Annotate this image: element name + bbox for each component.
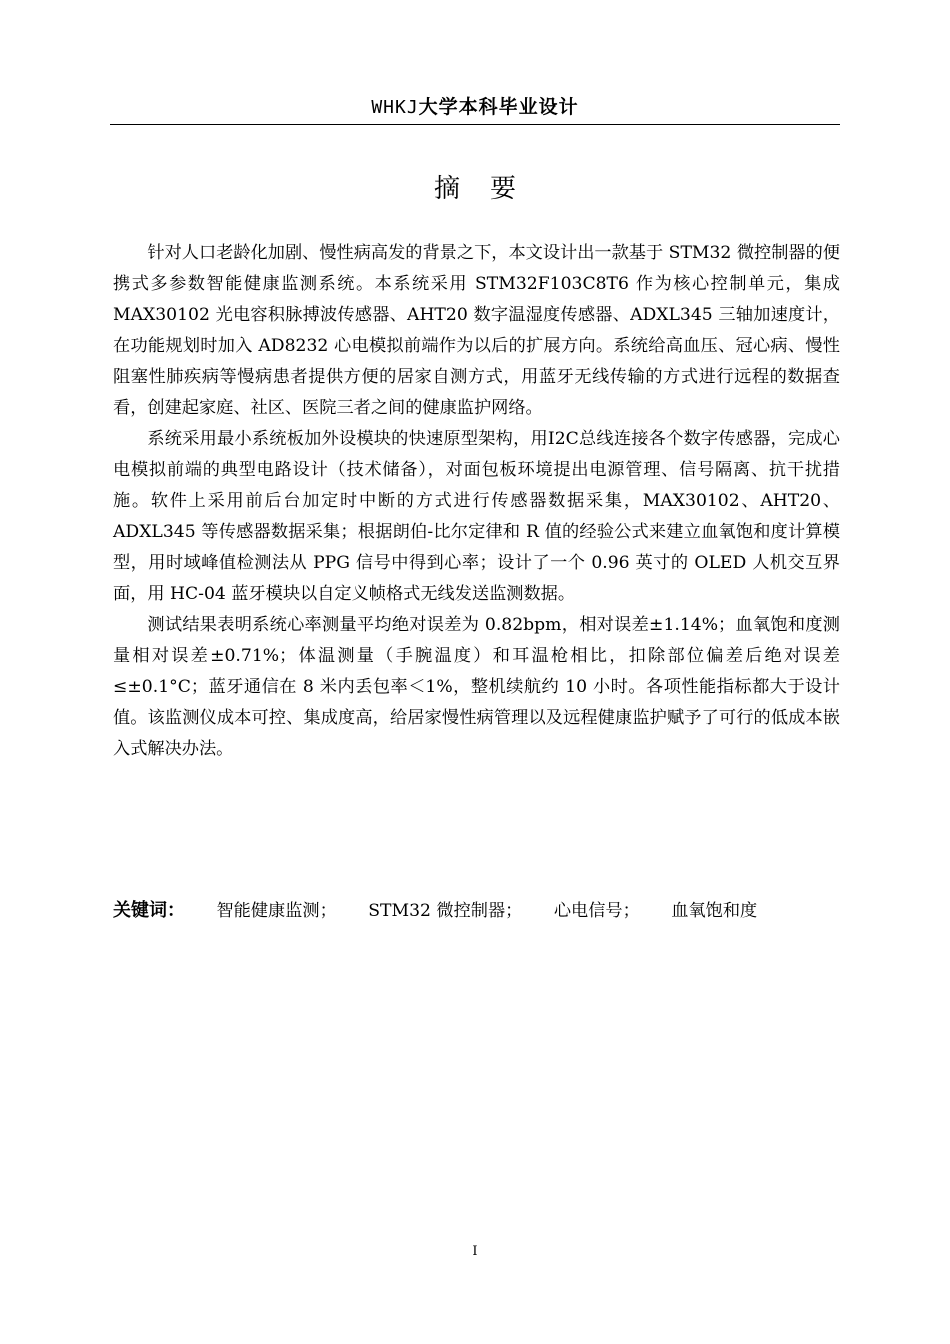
running-header <box>0 92 950 119</box>
header-title-en: WHKJ <box>371 97 419 118</box>
header-divider <box>110 124 840 125</box>
abstract-paragraph-1: 针对人口老龄化加剧、慢性病高发的背景之下，本文设计出一款基于 STM32 微控制器的便携式多参数智能健康监测系统。本系统采用 STM32F103C8T6 作为核心控制单元，集成 MAX30102 光电容积脉搏波传感器、AHT20 数字温湿度传感器、ADXL345 三轴加速度计，在功能规划时加入 AD8232 心电模拟前端作为以后的扩展方向。系统给高血压、冠心病、慢性阻塞性肺疾病等慢病患者提供方便的居家自测方式，用蓝牙无线传输的方式进行远程的数据查看，创建起家庭、社区、医院三者之间的健康监护网络。 <box>113 243 840 418</box>
keyword-item: 血氧饱和度 <box>671 901 758 921</box>
abstract-paragraph-3: 测试结果表明系统心率测量平均绝对误差为 0.82bpm，相对误差±1.14%；血氧饱和度测量相对误差±0.71%；体温测量（手腕温度）和耳温枪相比，扣除部位偏差后绝对误差≤±0.1°C；蓝牙通信在 8 米内丢包率＜1%，整机续航约 10 小时。各项性能指标都大于设计值。该监测仪成本可控、集成度高，给居家慢性病管理以及远程健康监护赋予了可行的低成本嵌入式解决办法。 <box>113 615 840 759</box>
page-number: I <box>472 1244 478 1259</box>
abstract-title: 摘要 <box>433 174 546 204</box>
keyword-item: 智能健康监测； <box>216 901 337 921</box>
header-title-zh: 大学本科毕业设计 <box>418 96 579 118</box>
keywords-line <box>113 896 757 922</box>
keywords-label: 关键词： <box>113 900 185 921</box>
keyword-item: 心电信号； <box>553 901 640 921</box>
abstract-body <box>113 238 840 765</box>
abstract-paragraph-2: 系统采用最小系统板加外设模块的快速原型架构，用I2C总线连接各个数字传感器，完成心电模拟前端的典型电路设计（技术储备），对面包板环境提出电源管理、信号隔离、抗干扰措施。软件上采用前后台加定时中断的方式进行传感器数据采集，MAX30102、AHT20、ADXL345 等传感器数据采集；根据朗伯-比尔定律和 R 值的经验公式来建立血氧饱和度计算模型，用时域峰值检测法从 PPG 信号中得到心率；设计了一个 0.96 英寸的 OLED 人机交互界面，用 HC-04 蓝牙模块以自定义帧格式无线发送监测数据。 <box>113 429 840 604</box>
keyword-item: STM32 微控制器； <box>368 901 523 921</box>
